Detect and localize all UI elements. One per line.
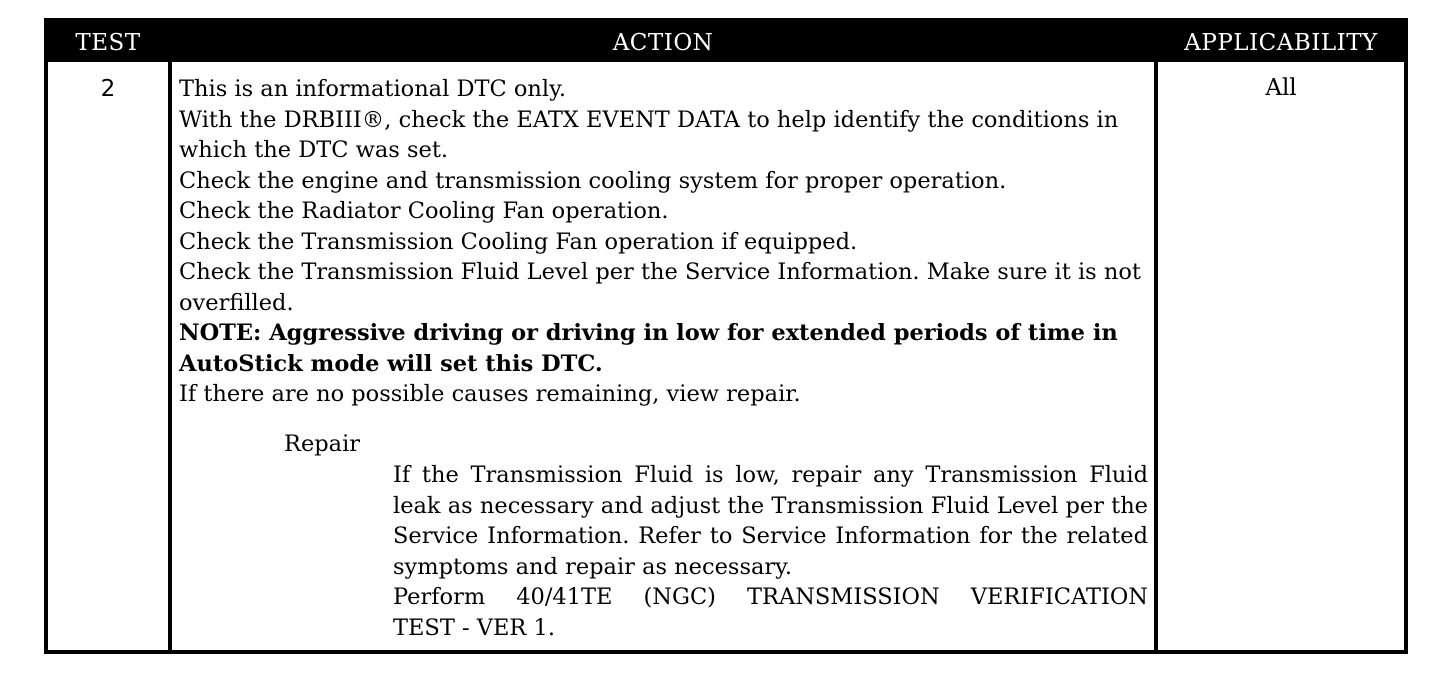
repair-line: TEST - VER 1. (393, 614, 555, 641)
header-applicability: APPLICABILITY (1184, 30, 1378, 56)
test-number: 2 (100, 76, 116, 102)
diagnostic-table (44, 18, 1408, 654)
column-divider-1 (168, 62, 172, 650)
action-line: which the DTC was set. (179, 137, 449, 163)
repair-line: Service Information. Refer to Service Information for the related (393, 523, 1148, 549)
action-text (179, 74, 1149, 410)
action-line: Check the Transmission Fluid Level per the Service Information. Make sure it is not (179, 259, 1141, 285)
note-line: AutoStick mode will set this DTC. (179, 350, 603, 377)
table-header (48, 22, 1404, 62)
action-line: overfilled. (179, 289, 294, 316)
repair-line: symptoms and repair as necessary. (393, 553, 793, 580)
column-divider-2 (1154, 62, 1158, 650)
repair-line: If the Transmission Fluid is low, repair any Transmission Fluid (393, 462, 1148, 488)
repair-line: Perform 40/41TE (NGC) TRANSMISSION VERIFICATION (393, 584, 1148, 610)
note-line: NOTE: Aggressive driving or driving in low for extended periods of time in (179, 320, 1118, 346)
repair-heading: Repair (284, 431, 361, 457)
action-line: This is an informational DTC only. (179, 76, 566, 102)
header-test: TEST (75, 30, 141, 56)
action-line: Check the Transmission Cooling Fan operation if equipped. (179, 228, 858, 255)
action-line: Check the engine and transmission cooling system for proper operation. (179, 167, 1007, 194)
header-action: ACTION (612, 30, 714, 56)
action-line: With the DRBIII®, check the EATX EVENT DATA to help identify the conditions in (179, 106, 1119, 133)
applicability-value: All (1265, 75, 1297, 101)
repair-line: leak as necessary and adjust the Transmission Fluid Level per the (393, 492, 1148, 519)
repair-text (393, 460, 1148, 643)
action-line: Check the Radiator Cooling Fan operation. (179, 198, 669, 224)
final-instruction: If there are no possible causes remaining, view repair. (179, 381, 801, 407)
